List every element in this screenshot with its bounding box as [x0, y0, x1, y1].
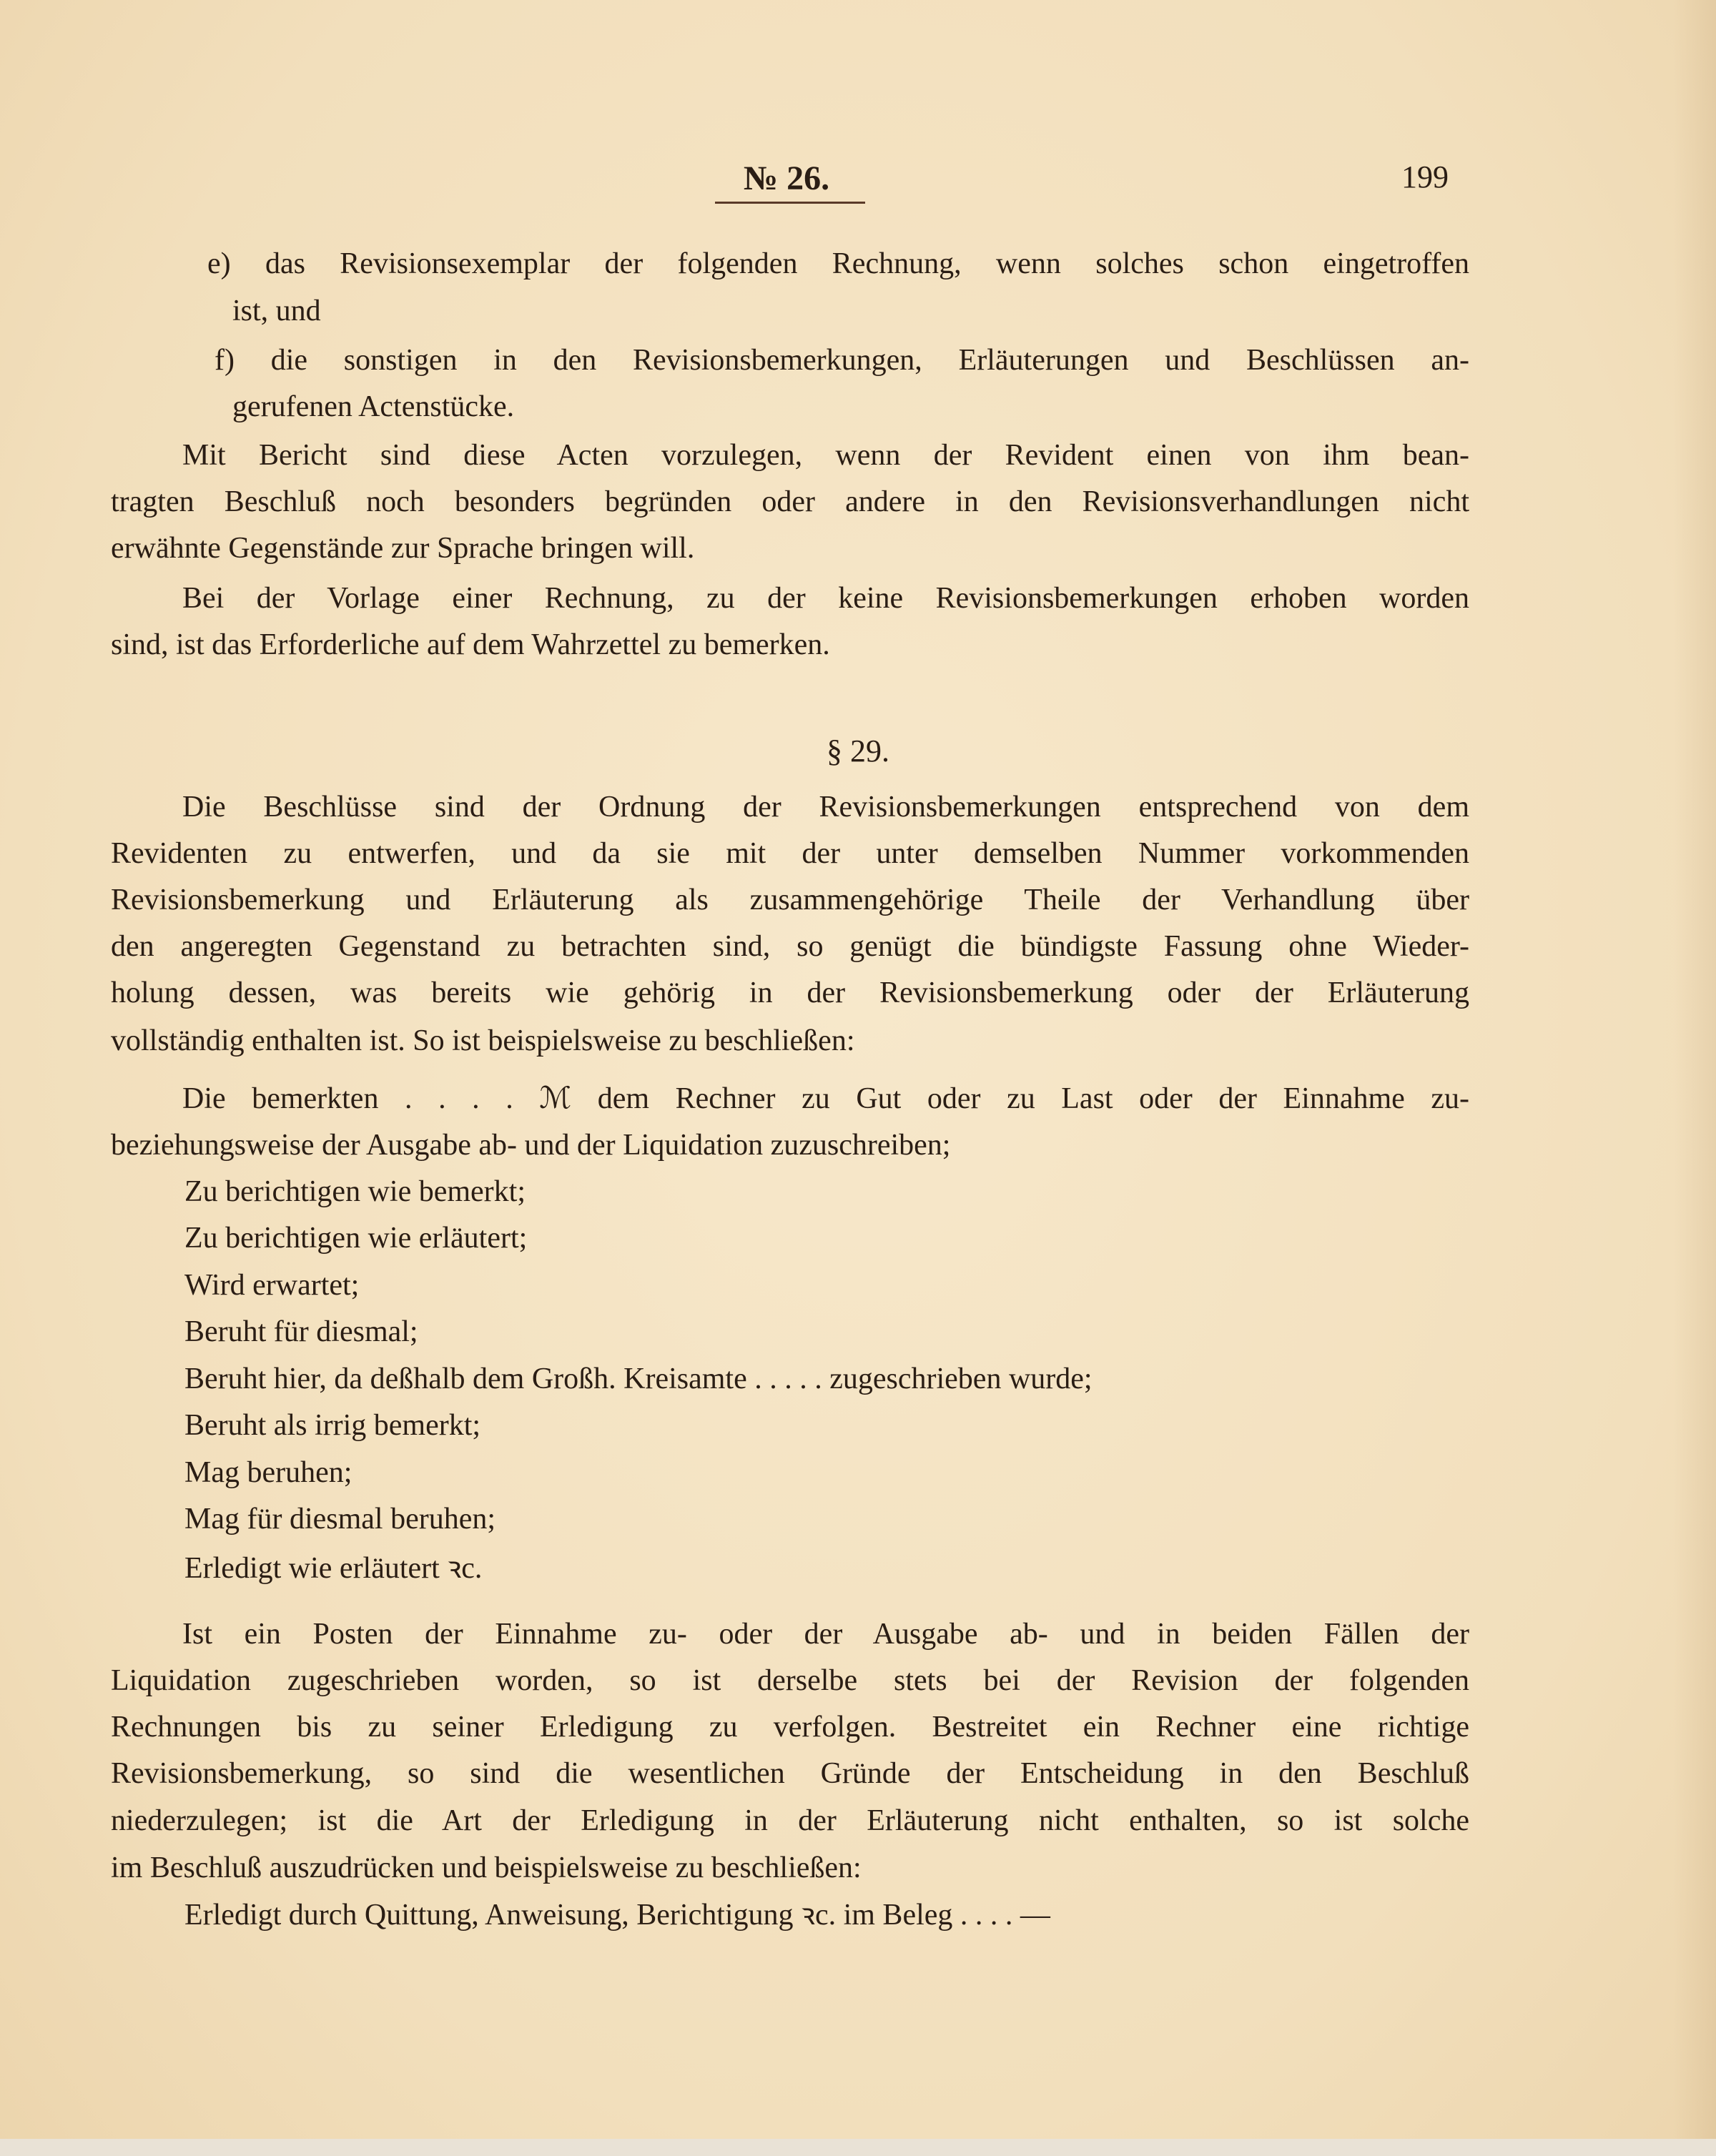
example-item: Erledigt wie erläutert ꝛc. — [184, 1552, 483, 1585]
example-item: Mag beruhen; — [184, 1456, 352, 1489]
paragraph-line: Revisionsbemerkung und Erläuterung als zusammengehörige Theile der Verhandlung über — [111, 884, 1469, 916]
list-item-e-line: e) das Revisionsexemplar der folgenden Rechnung, wenn solches schon eingetroffen — [207, 247, 1469, 280]
paragraph-line: Ist ein Posten der Einnahme zu- oder der Ausgabe ab- und in beiden Fällen der — [182, 1618, 1469, 1651]
page-bottom-edge — [0, 2139, 1716, 2156]
paragraph-line: im Beschluß auszudrücken und beispielsweise zu beschließen: — [111, 1851, 862, 1884]
paragraph-line: vollständig enthalten ist. So ist beispielsweise zu beschließen: — [111, 1024, 855, 1057]
example-item: Beruht als irrig bemerkt; — [184, 1409, 481, 1442]
list-item-f-line: gerufenen Actenstücke. — [232, 390, 515, 423]
paragraph-line: Mit Bericht sind diese Acten vorzulegen, wenn der Revident einen von ihm bean- — [182, 439, 1469, 472]
section-heading: § 29. — [827, 733, 889, 768]
header-rule — [715, 202, 865, 204]
final-example: Erledigt durch Quittung, Anweisung, Berichtigung ꝛc. im Beleg . . . . — — [184, 1899, 1050, 1932]
paragraph-line: holung dessen, was bereits wie gehörig in der Revisionsbemerkung oder der Erläuterung — [111, 976, 1469, 1009]
paragraph-line: den angeregten Gegenstand zu betrachten sind, so genügt die bündigste Fassung ohne Wieder- — [111, 930, 1469, 963]
paragraph-line: Die Beschlüsse sind der Ordnung der Revisionsbemerkungen entsprechend von dem — [182, 791, 1469, 824]
example-line: Die bemerkten . . . . ℳ dem Rechner zu Gut oder zu Last oder der Einnahme zu- — [182, 1082, 1469, 1115]
example-item: Zu berichtigen wie bemerkt; — [184, 1175, 526, 1208]
list-item-f-line: f) die sonstigen in den Revisionsbemerkungen, Erläuterungen und Beschlüssen an- — [214, 344, 1469, 377]
example-item: Wird erwartet; — [184, 1269, 360, 1302]
page-edge-shadow — [1673, 0, 1716, 2156]
issue-number: № 26. — [743, 159, 830, 197]
example-item: Mag für diesmal beruhen; — [184, 1503, 496, 1536]
paragraph-line: Rechnungen bis zu seiner Erledigung zu verfolgen. Bestreitet ein Rechner eine richtige — [111, 1711, 1469, 1744]
paragraph-line: niederzulegen; ist die Art der Erledigung in der Erläuterung nicht enthalten, so ist solche — [111, 1804, 1469, 1837]
example-item: Beruht für diesmal; — [184, 1315, 418, 1348]
paragraph-line: tragten Beschluß noch besonders begründen oder andere in den Revisionsverhandlungen nicht — [111, 485, 1469, 518]
example-item: Beruht hier, da deßhalb dem Großh. Kreisamte . . . . . zugeschrieben wurde; — [184, 1363, 1093, 1395]
paragraph-line: erwähnte Gegenstände zur Sprache bringen will. — [111, 532, 695, 565]
paragraph-line: Revisionsbemerkung, so sind die wesentlichen Gründe der Entscheidung in den Beschluß — [111, 1757, 1469, 1790]
paragraph-line: Revidenten zu entwerfen, und da sie mit der unter demselben Nummer vorkommenden — [111, 837, 1469, 870]
paragraph-line: Liquidation zugeschrieben worden, so ist derselbe stets bei der Revision der folgenden — [111, 1664, 1469, 1697]
paragraph-line: sind, ist das Erforderliche auf dem Wahrzettel zu bemerken. — [111, 628, 830, 661]
page-number: 199 — [1401, 159, 1449, 194]
paragraph-line: Bei der Vorlage einer Rechnung, zu der keine Revisionsbemerkungen erhoben worden — [182, 582, 1469, 615]
list-item-e-line: ist, und — [232, 295, 321, 327]
example-line: beziehungsweise der Ausgabe ab- und der Liquidation zuzuschreiben; — [111, 1129, 951, 1162]
example-item: Zu berichtigen wie erläutert; — [184, 1222, 528, 1255]
